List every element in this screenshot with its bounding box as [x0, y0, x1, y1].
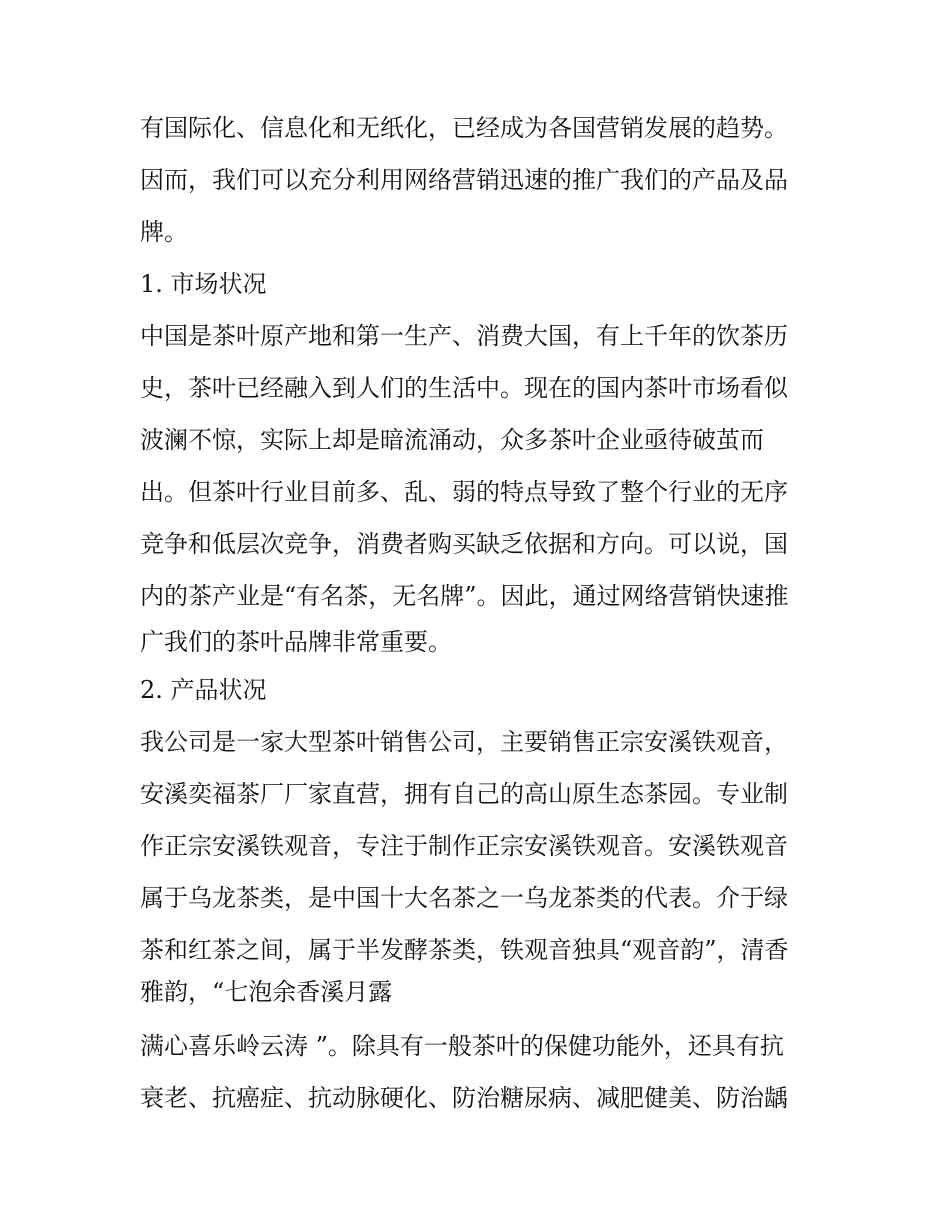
- text-line: 波澜不惊，实际上却是暗流涌动，众多茶叶企业亟待破茧而: [140, 426, 764, 454]
- text-line: 中国是茶叶原产地和第一生产、消费大国，有上千年的饮茶历: [140, 322, 788, 350]
- text-line: 安溪奕福茶厂厂家直营，拥有自己的高山原生态茶园。专业制: [140, 780, 788, 808]
- text-line: 满心喜乐岭云涛 ”。除具有一般茶叶的保健功能外，还具有抗: [140, 1032, 784, 1060]
- text-line: 衰老、抗癌症、抗动脉硬化、防治糖尿病、减肥健美、防治龋: [140, 1084, 788, 1112]
- text-line: 有国际化、信息化和无纸化，已经成为各国营销发展的趋势。: [140, 114, 788, 142]
- text-line: 广我们的茶叶品牌非常重要。: [140, 628, 452, 656]
- text-line: 属于乌龙茶类，是中国十大名茶之一乌龙茶类的代表。介于绿: [140, 884, 788, 912]
- text-line: 因而，我们可以充分利用网络营销迅速的推广我们的产品及品: [140, 166, 788, 194]
- text-line: 史，茶叶已经融入到人们的生活中。现在的国内茶叶市场看似: [140, 374, 788, 402]
- text-line: 牌。: [140, 218, 188, 246]
- text-line: 我公司是一家大型茶叶销售公司，主要销售正宗安溪铁观音，: [140, 728, 788, 756]
- text-line: 雅韵，“七泡余香溪月露: [140, 978, 393, 1006]
- section-heading-market: 1. 市场状况: [140, 270, 267, 298]
- text-line: 出。但茶叶行业目前多、乱、弱的特点导致了整个行业的无序: [140, 478, 788, 506]
- text-line: 茶和红茶之间，属于半发酵茶类，铁观音独具“观音韵”，清香: [140, 936, 789, 964]
- text-line: 作正宗安溪铁观音，专注于制作正宗安溪铁观音。安溪铁观音: [140, 832, 788, 860]
- text-line: 内的茶产业是“有名茶，无名牌”。因此，通过网络营销快速推: [140, 582, 789, 610]
- text-line: 竞争和低层次竞争，消费者购买缺乏依据和方向。可以说，国: [140, 530, 788, 558]
- section-heading-product: 2. 产品状况: [140, 676, 267, 704]
